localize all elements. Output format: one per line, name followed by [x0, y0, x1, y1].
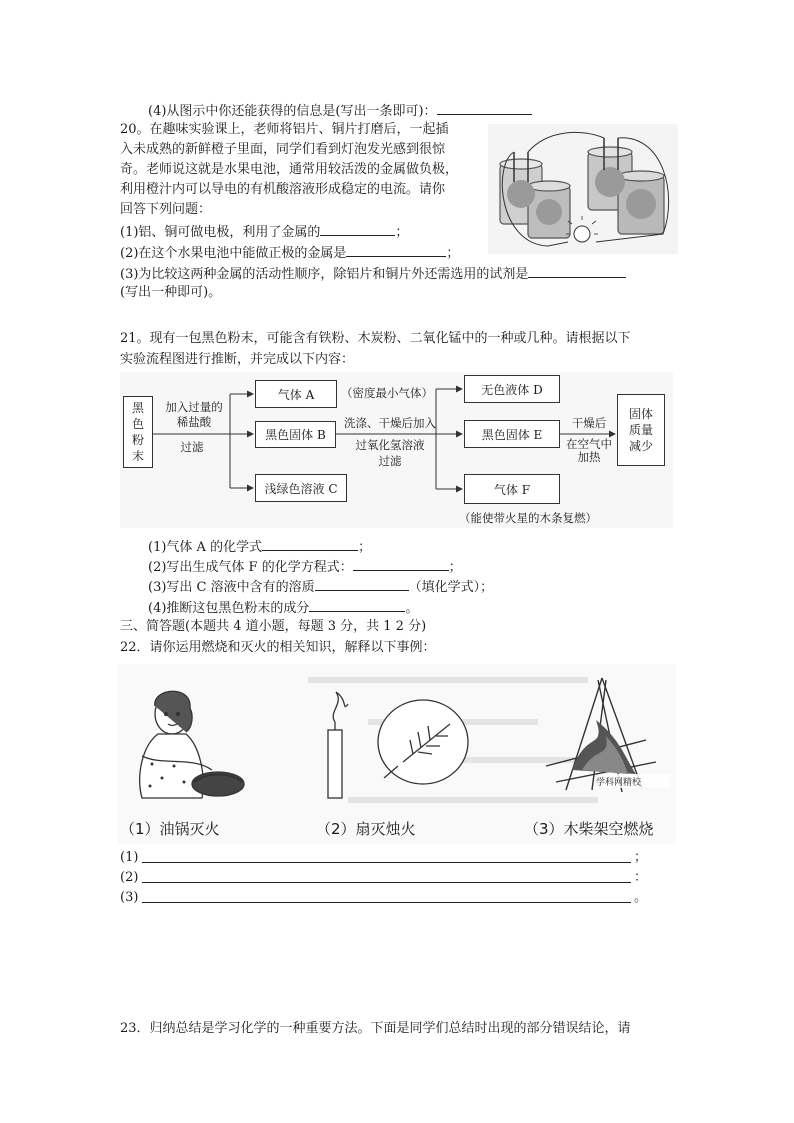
q20-sub2-blank[interactable] [346, 243, 446, 257]
q20-sub1-text: (1)铝、铜可做电极，利用了金属的 [120, 225, 321, 240]
flow-gas-a-note: （密度最小气体） [341, 386, 433, 400]
q20-sub1 [120, 222, 408, 242]
q21-sub4 [148, 598, 418, 618]
q20-line-5: 回答下列问题： [120, 202, 212, 217]
flow-end-box [617, 394, 665, 466]
q19-sub4-text: (4)从图示中你还能获得的信息是(写出一条即可)： [148, 104, 437, 119]
q20-line-3: 奇。老师说这就是水果电池，通常用较活泼的金属做负极， [120, 162, 459, 177]
q20-sub2-text: (2)在这个水果电池中能做正极的金属是 [120, 246, 347, 261]
q22-answer-1-end: ； [634, 850, 648, 865]
q22-answer-3-end: 。 [634, 890, 648, 905]
q23-text: 23．归纳总结是学习化学的一种重要方法。下面是同学们总结时出现的部分错误结论，请 [120, 1021, 631, 1036]
flow-step2-bottom: 过滤 [378, 454, 402, 468]
oil-pan-fire-illustration [122, 686, 252, 808]
flow-chart [120, 372, 673, 528]
q21-sub4-end: 。 [405, 601, 419, 616]
q21-sub2 [148, 557, 462, 577]
flow-end-label: 固体质量减少 [628, 407, 653, 453]
q22-answer-1-label: (1) [120, 850, 139, 865]
q20-sub1-blank[interactable] [320, 222, 395, 236]
q22-answer-2-end: ： [634, 870, 648, 885]
flow-start-box [123, 396, 153, 468]
q20-sub3-blank[interactable] [528, 264, 626, 278]
caption-candle-fan: （2）扇灭烛火 [316, 820, 416, 838]
q21-sub3-blank[interactable] [315, 577, 409, 591]
caption-oil-pan: （1）油锅灭火 [120, 820, 220, 838]
q20-sub2-end: ； [446, 246, 460, 261]
q21-sub2-text: (2)写出生成气体 F 的化学方程式： [148, 560, 353, 575]
q20-sub2 [120, 243, 459, 263]
flow-start-label: 黑色粉末 [131, 401, 144, 463]
q21-line-1: 21。现有一包黑色粉末，可能含有铁粉、木炭粉、二氧化锰中的一种或几种。请根据以下 [120, 331, 631, 346]
q20-sub3-cont: (写出一种即可)。 [120, 285, 222, 300]
flow-step2-mid: 过氧化氢溶液 [355, 438, 425, 452]
q22-illustrations [118, 664, 676, 844]
q20-sub3-text: (3)为比较这两种金属的活动性顺序，除铝片和铜片外还需选用的试剂是 [120, 267, 529, 282]
q22-answer-1-line[interactable] [142, 862, 631, 863]
flow-step3-bottom: 在空气中加热 [566, 437, 612, 464]
q19-sub4-blank[interactable] [437, 101, 532, 115]
q21-sub3 [148, 577, 493, 597]
q20-sub3 [120, 264, 626, 284]
caption-wood-fire: （3）木柴架空燃烧 [524, 820, 654, 838]
flow-solid-b-box: 黑色固体 B [255, 421, 336, 448]
q20-line-1: 20。在趣味实验课上，老师将铝片、铜片打磨后，一起插 [120, 122, 449, 137]
q22-answer-2-line[interactable] [142, 882, 631, 883]
q21-sub2-end: ； [448, 560, 462, 575]
q20-sub1-end: ； [395, 225, 409, 240]
flow-gas-a-box: 气体 A [255, 380, 337, 408]
q21-line-2: 实验流程图进行推断，并完成以下内容： [120, 352, 355, 367]
flow-solid-e-box: 黑色固体 E [464, 420, 560, 448]
q20-line-4: 利用橙汁内可以导电的有机酸溶液形成稳定的电流。请你 [120, 182, 446, 197]
flow-gas-f-box: 气体 F [464, 474, 560, 504]
q22-answer-3-label: (3) [120, 890, 139, 905]
q21-sub2-blank[interactable] [353, 557, 449, 571]
candle-fan-illustration [318, 682, 473, 808]
fruit-battery-illustration [488, 124, 678, 254]
flow-step3-top: 干燥后 [571, 416, 607, 430]
q21-sub1 [148, 537, 371, 557]
q21-sub3-text: (3)写出 C 溶液中含有的溶质 [148, 580, 315, 595]
q21-sub1-text: (1)气体 A 的化学式 [148, 540, 263, 555]
wood-fire-illustration [526, 670, 676, 810]
q22-answer-2-label: (2) [120, 870, 139, 885]
flow-step2-top: 洗涤、干燥后加入 [344, 416, 436, 430]
section-3-title: 三、简答题(本题共 4 道小题，每题 3 分，共 1 2 分) [120, 619, 427, 634]
flow-step1-bottom: 过滤 [180, 440, 204, 454]
q20-line-2: 入未成熟的新鲜橙子里面，同学们看到灯泡发光感到很惊 [120, 142, 446, 157]
flow-gas-f-note: （能使带火星的木条复燃） [459, 511, 597, 525]
q22-answer-3-line[interactable] [142, 902, 631, 903]
flow-solution-c-box: 浅绿色溶液 C [255, 474, 347, 502]
watermark-text: 学科网精校 [596, 778, 642, 788]
q21-sub4-text: (4)推断这包黑色粉末的成分 [148, 601, 310, 616]
q21-sub1-blank[interactable] [262, 537, 358, 551]
q21-sub1-end: ； [358, 540, 372, 555]
q21-sub4-blank[interactable] [309, 598, 405, 612]
q19-sub4 [148, 101, 532, 121]
q21-sub3-end: （填化学式）； [408, 580, 494, 595]
flow-liquid-d-box: 无色液体 D [464, 375, 560, 403]
flow-step1-top: 加入过量的稀盐酸 [165, 400, 223, 429]
q22-intro: 22．请你运用燃烧和灭火的相关知识，解释以下事例： [120, 640, 436, 655]
